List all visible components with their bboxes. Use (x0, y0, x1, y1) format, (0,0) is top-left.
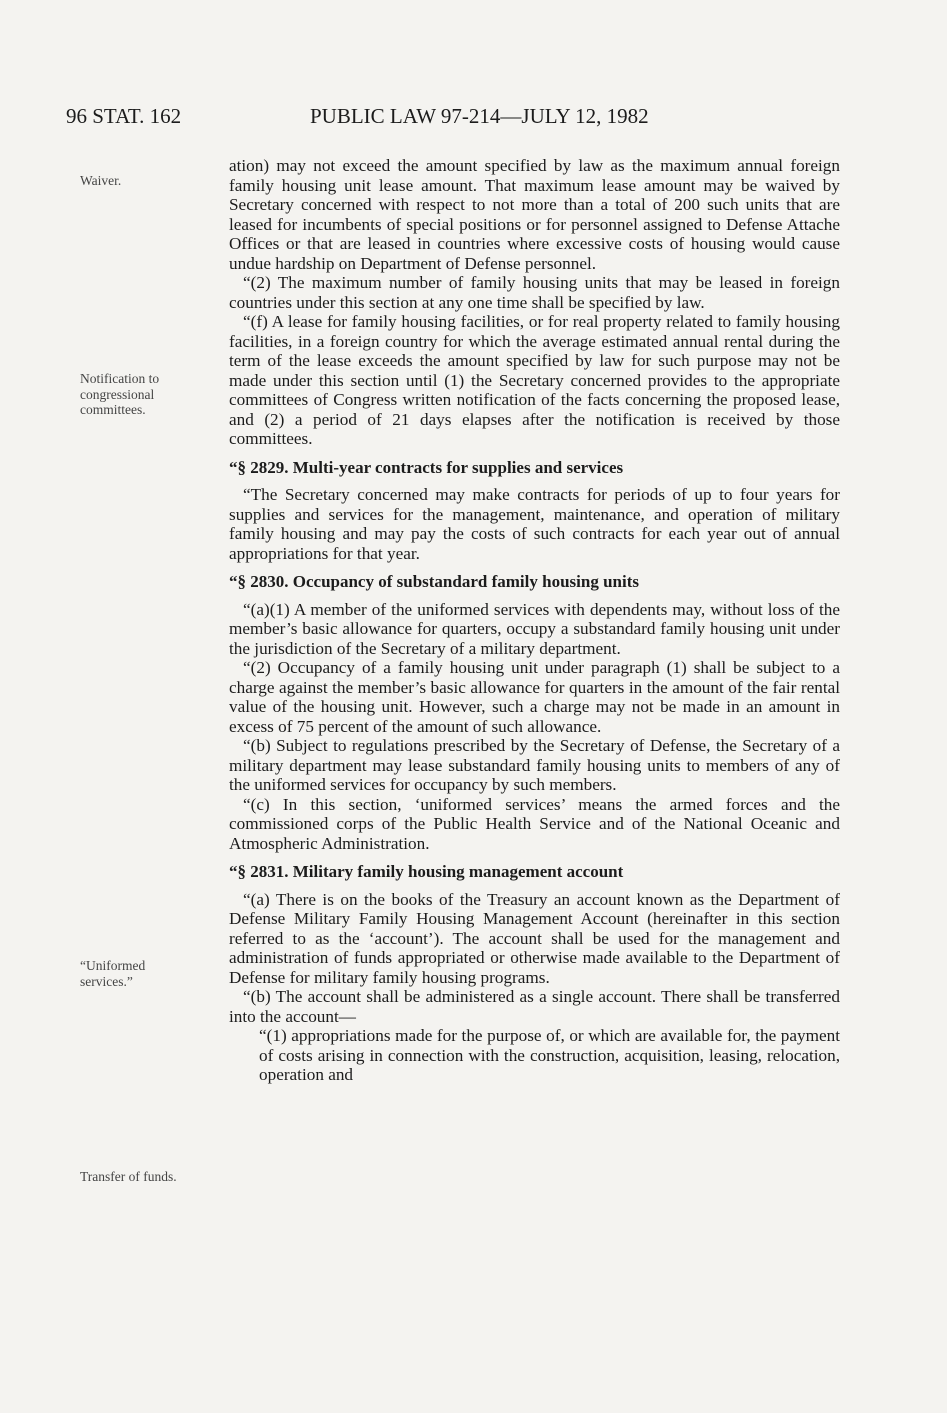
paragraph-2829: “The Secretary concerned may make contracts for periods of up to four years for supplies and services for the management, maintenance, and operation of military family housing and may pay the costs of such contracts for each year out of annual appropriations for that year. (229, 485, 840, 563)
section-heading-2829: “§ 2829. Multi-year contracts for supplies and services (229, 457, 624, 477)
document-body (229, 156, 840, 1085)
margin-note-waiver: Waiver. (80, 173, 122, 188)
section-heading-2830: “§ 2830. Occupancy of substandard family housing units (229, 572, 639, 591)
paragraph-2830-c: “(c) In this section, ‘uniformed services’ means the armed forces and the commissioned corps of the Public Health Service and of the National Oceanic and Atmospheric Administration. (229, 794, 840, 853)
paragraph-2830-a2: “(2) Occupancy of a family housing unit under paragraph (1) shall be subject to a charge against the member’s basic allowance for quarters in the amount of the fair rental value of the housing unit. However, such a charge may not be made in an amount in excess of 75 percent of the amount of such allowance. (229, 658, 840, 736)
section-heading-2831: “§ 2831. Military family housing management account (229, 862, 624, 881)
paragraph-2830-b: “(b) Subject to regulations prescribed by the Secretary of Defense, the Secretary of a military department may lease substandard family housing units to members of any of the uniformed services for occupancy by such members. (229, 736, 840, 794)
paragraph-continuation: ation) may not exceed the amount specified by law as the maximum annual foreign family housing unit lease amount. That maximum lease amount may be waived by Secretary concerned with respect to not more than a total of 200 such units that are leased for incumbents of special positions or for personnel assigned to Defense Attache Offices or that are leased in countries where excessive costs of housing would cause undue hardship on Department of Defense personnel. (229, 156, 840, 273)
page-header (66, 104, 766, 134)
paragraph-2830-a1: “(a)(1) A member of the uniformed services with dependents may, without loss of the member’s basic allowance for quarters, occupy a substandard family housing unit under the jurisdiction of the Secretary of a military department. (229, 599, 840, 658)
paragraph-2831-a: “(a) There is on the books of the Treasury an account known as the Department of Defense Military Family Housing Management Account (hereinafter in this section referred to as the ‘account’). The account shall be used for the management and administration of funds appropriated or otherwise made available to the Department of Defense for military family housing programs. (229, 889, 840, 987)
paragraph-2831-b1: “(1) appropriations made for the purpose of, or which are available for, the payment of costs arising in connection with the construction, acquisition, leasing, relocation, operation and (259, 1026, 840, 1084)
margin-note-transfer-of-funds: Transfer of funds. (80, 1169, 177, 1184)
public-law-title: PUBLIC LAW 97-214—JULY 12, 1982 (310, 104, 649, 128)
paragraph-2831-b: “(b) The account shall be administered as a single account. There shall be transferred into the account— (229, 987, 840, 1026)
margin-note-notification: Notification to congressional committees. (80, 371, 160, 417)
paragraph-e2: “(2) The maximum number of family housing units that may be leased in foreign countries under this section at any one time shall be specified by law. (229, 273, 840, 312)
paragraph-f: “(f) A lease for family housing facilities, or for real property related to family housing facilities, in a foreign country for which the average estimated annual rental during the term of the lease exceeds the amount specified by law for such purpose may not be made under this section until (1) the Secretary concerned provides to the appropriate committees of Congress written notification of the facts concerning the proposed lease, and (2) a period of 21 days elapses after the notification is received by those committees. (229, 312, 840, 448)
margin-note-uniformed-services: “Uniformed services.” (80, 958, 146, 989)
statute-page-number: 96 STAT. 162 (66, 104, 182, 128)
